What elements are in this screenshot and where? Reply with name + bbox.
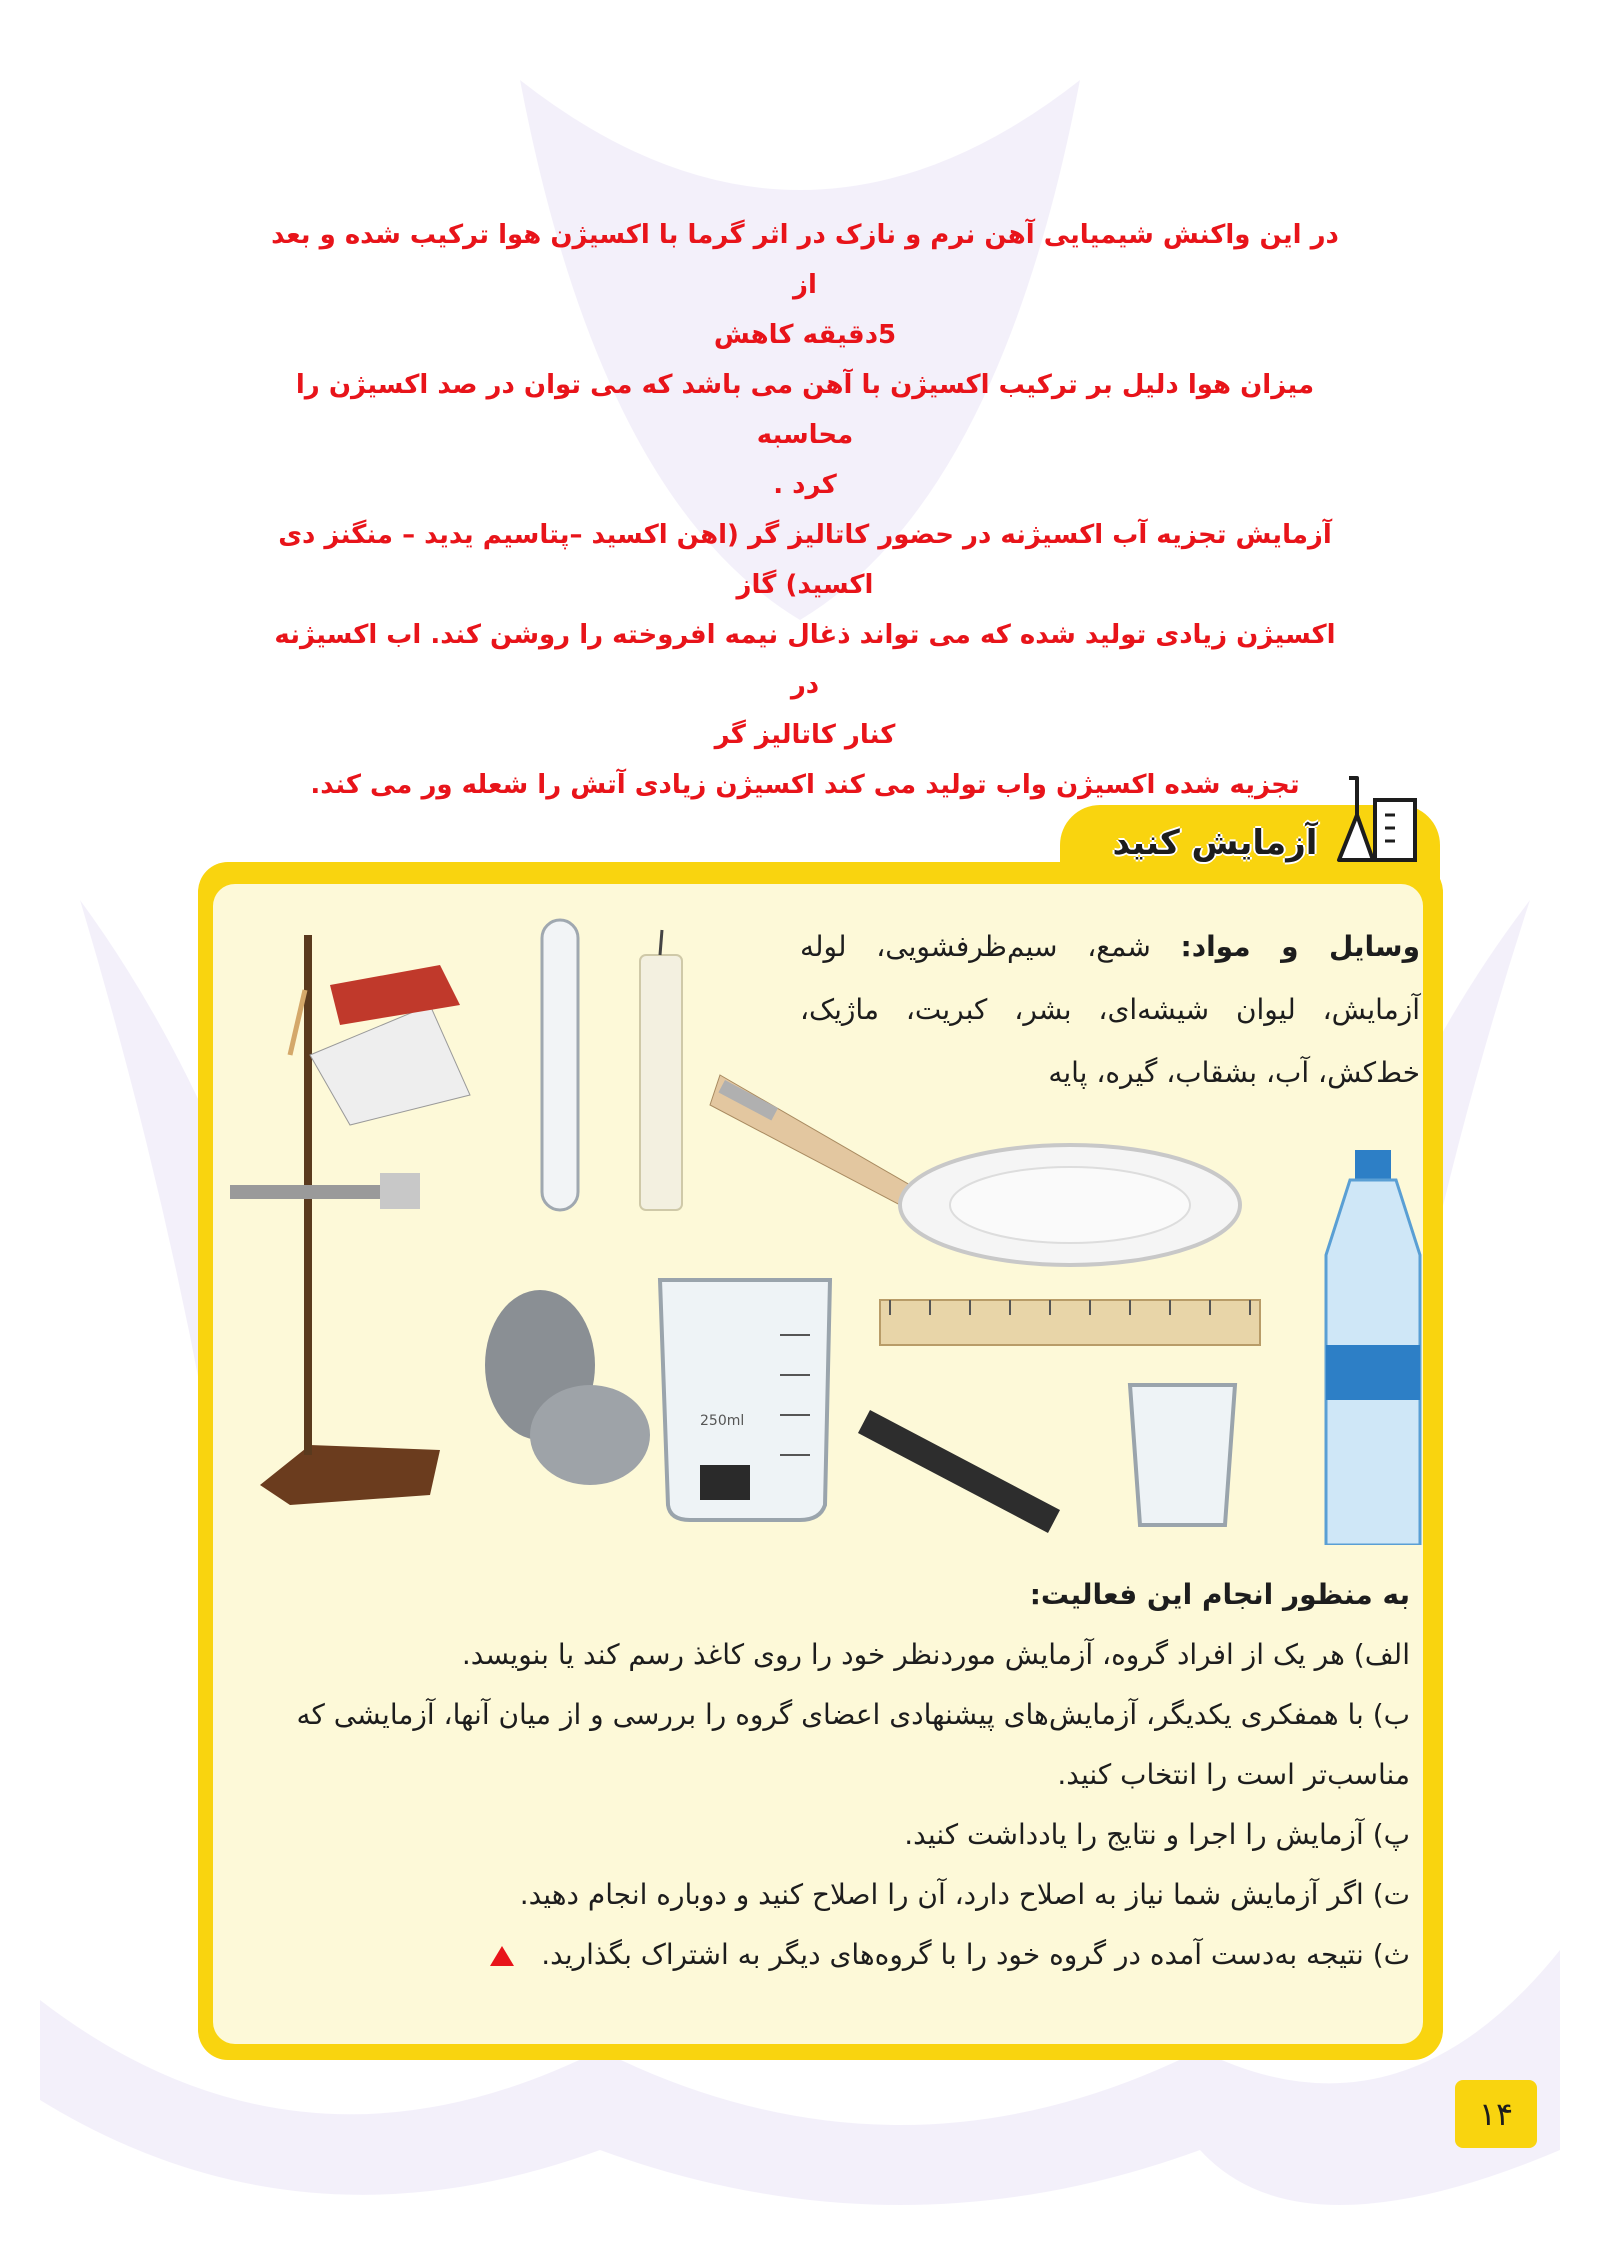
answer-line: اکسید) گاز [736,570,874,600]
activity-heading: به منظور انجام این فعالیت: [1029,1578,1410,1611]
answer-line: در این واکنش شیمیایی آهن نرم و نازک در اثر گرما با اکسیژن هوا ترکیب شده و بعد از [271,220,1339,300]
lab-equipment-illustration [230,905,1440,1545]
tongs-image [710,1075,910,1205]
answer-text [260,210,1350,810]
materials-label: وسایل و مواد: [1180,930,1421,963]
answer-line: میزان هوا دلیل بر ترکیب اکسیژن با آهن می باشد که می توان در صد اکسیژن را محاسبه [295,370,1315,450]
water-bottle-image [1326,1150,1420,1545]
materials-list: شمع، سیم‌ظرفشویی، لوله آزمایش، لیوان شیشه‌ای، بشر، کبریت، ماژیک، خط‌کش، آب، بشقاب، گیره، پایه [800,930,1420,1089]
lab-flask-icon [1335,770,1425,870]
beaker-image [660,1280,830,1520]
answer-line: اکسیژن زیادی تولید شده که می تواند ذغال نیمه افروخته را روشن کند. اب اکسیژنه در [274,620,1336,700]
marker-image [858,1410,1060,1533]
end-marker-icon [490,1946,514,1966]
activity-item-last [240,1925,1410,1985]
answer-line: آزمایش تجزیه آب اکسیژنه در حضور کاتالیز گر (اهن اکسید –پتاسیم یدید – منگنز دی [278,520,1332,550]
candle-image [640,930,682,1210]
ruler-image [880,1300,1260,1345]
activity-item: ث) نتیجه به‌دست آمده در گروه خود را با گروه‌های دیگر به اشتراک بگذارید. [541,1938,1410,1971]
answer-line: تجزیه شده اکسیژن واب تولید می کند اکسیژن زیادی آتش را شعله ور می کند. [310,770,1300,800]
section-title: آزمایش کنید [1112,823,1318,863]
glass-image [1130,1385,1235,1525]
activity-item: پ) آزمایش را اجرا و نتایج را یادداشت کنید. [904,1818,1410,1851]
activity-item: ب) با همفکری یکدیگر، آزمایش‌های پیشنهادی اعضای گروه را بررسی و از میان آنها، آزمایشی که مناسب‌تر است را انتخاب کنید. [296,1698,1410,1791]
plate-image [900,1145,1240,1265]
activity-item: ت) اگر آزمایش شما نیاز به اصلاح دارد، آن را اصلاح کنید و دوباره انجام دهید. [519,1878,1410,1911]
answer-line: کنار کاتالیز گر [714,720,896,750]
answer-line: کرد . [773,470,837,500]
steel-wool-image [485,1290,650,1485]
activity-item: الف) هر یک از افراد گروه، آزمایش موردنظر خود را روی کاغذ رسم کند یا بنویسد. [461,1638,1410,1671]
test-tube-image [542,920,578,1210]
beaker-label: 250ml [700,1413,745,1429]
page-number: ۱۴ [1455,2080,1537,2148]
answer-line: 5دقیقه کاهش [713,320,897,350]
activity-section [240,1565,1410,1985]
matchbox-image [290,965,470,1125]
